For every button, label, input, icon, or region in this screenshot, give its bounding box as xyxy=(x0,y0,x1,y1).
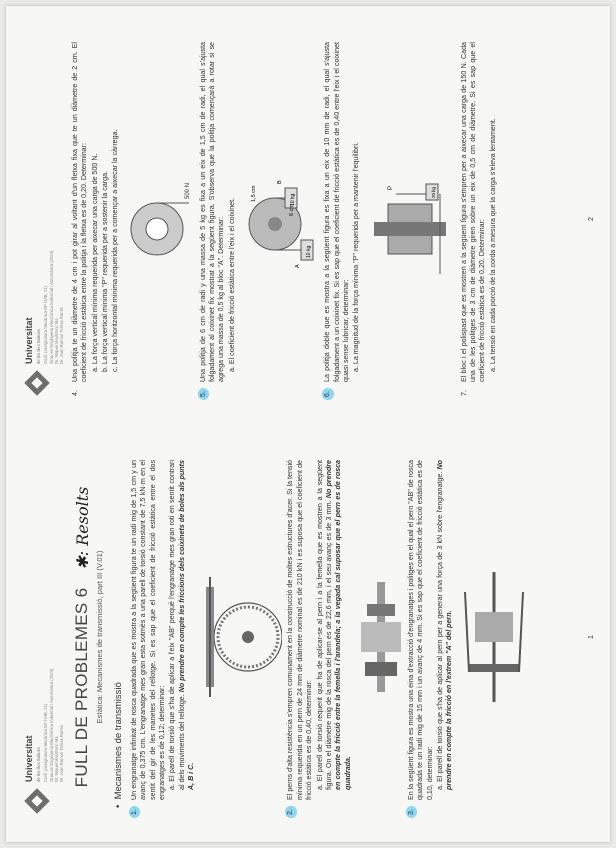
page-number: 1 xyxy=(587,635,595,639)
exercise-number: 5. xyxy=(198,388,209,400)
university-subname: de les Illes Balears xyxy=(35,746,41,782)
svg-text:500 N: 500 N xyxy=(184,182,191,199)
pulley-blocks-figure xyxy=(241,42,319,396)
svg-text:6 cm: 6 cm xyxy=(289,204,296,216)
svg-text:10 kg: 10 kg xyxy=(290,193,297,206)
exercise-6: 6. La politja doble que es mostra a la següent figura es fixa a un eix de 10 mm de radi, el qual s'ajusta folgadament a un coixinet fix. Si es sap que el coeficient de fricció estàtica es de 0,40 entre l'eix i el coixinet quasi sense lubricar, determinar: a. La magnitud de la força mínima "P" requerida per a mantenir l'equilibri. xyxy=(323,42,361,396)
page-1 xyxy=(6,438,610,836)
worm-gear-figure xyxy=(200,460,282,814)
exercise-7: 7. El bloc i el polispast que es mostren a la següent figura s'empren per a aixecar una carga de 150 N. Cada una de les politges de 3 cm de diàmetre giren sobre un eix de 0,5 cm de diàmetre. Si es sap que el coeficient de fricció estàtica es de 0,20. Determinar: a. La tensió en cada porció de la corda a mesura que la carga s'eleva lentament. xyxy=(459,42,497,396)
course-meta: Codi: (assignatura Mecànica EP l'UIB, 21) Grau en Enginyeria Electrònica Industrial i Automàtica (2023) Dr. Miquel Mas/Enric Mà Dr. Joan Ramon Tomas Ramis xyxy=(43,668,65,782)
exercise-number: 4. xyxy=(70,390,79,396)
page-title: FULL DE PROBLEMES 6 xyxy=(71,587,91,788)
page-number: 2 xyxy=(587,217,595,221)
exercise-1: 1. Un engranatge infinitat de rosca quadrada que es mostra a la següent figura te un radi mig de 1,5 cm y un avanç de 0,375 cm. L'engranatge mes gran esta sotmès a una parell de torsió constant de 7,5 kN·m en el sentit del gir de les manetes del rellotge. Si es sap que el coeficient de fricció estàtica entre el dos engranatges es de 0,12; determinar: a. El parell de torsió que s'ha de aplicar a l'eix "AB" perquè l'engranatge mes gran roti en sentit contrari al dels moviments del rellotge. No prendre en compte les friccions dels coixinets de boles als punts A, B i C. xyxy=(130,460,197,814)
exercise-3: 3. En la següent figura es mostra una eina d'extracció d'engranatges i politges en el qual el pern "AB" de rosca quadrada te un radi mig de 15 mm i un avanç de 4 mm. Si es sap que el coeficient de fricció estàtica es de 0,10, determinar: a. El parell de torsió que s'ha de aplicar al pern per a generar una força de 3 kN sobre l'engranatge. No prendre en compte la fricció en l'extrem "A" del pern. xyxy=(407,460,455,814)
university-logo-icon xyxy=(24,370,49,395)
page-2 xyxy=(6,20,610,418)
exercise-2: 2. El perns d'alta resistència s'empren comunament en la construcció de moltes estructures d'acer. Si la tensió mínima requerida en un pern de 24 mm de diàmetre nominal es de 210 kN i es suposa que el coeficient de fricció estàtica es de 0,40, determinar: a. El parell de torsió requerit que ha de aplicar-se al pern i a la femella que es mostren a la següent figura. On el diàmetre mig de la rosca del pern es de 22,6 mm, i el seu avanç es de 3 mm. No prendre en compte la fricció entre la femella i l'arandela; a la vegada cal suposar que el pern es de rosca quadrada. xyxy=(286,460,353,814)
exercise-number: 3. xyxy=(406,806,417,818)
scanned-sheet xyxy=(6,6,610,842)
double-pulley-figure xyxy=(366,42,456,396)
university-name: Universitat xyxy=(24,735,34,782)
bolt-figure xyxy=(357,460,403,814)
exercise-number: 2. xyxy=(285,806,296,818)
landscape-content xyxy=(6,6,610,842)
svg-text:20 kg: 20 kg xyxy=(430,186,436,198)
svg-text:A: A xyxy=(295,264,302,268)
svg-text:10 kg: 10 kg xyxy=(306,245,313,258)
svg-text:P: P xyxy=(387,185,394,190)
page-subtitle: Estàtica: Mecanismes de transmissió, part III (V.01) xyxy=(95,550,105,724)
gear-puller-figure xyxy=(459,460,529,814)
section-heading: • Mecanismes de transmissió xyxy=(113,682,125,808)
handwritten-note: ✱: Resolts xyxy=(72,486,92,570)
svg-text:1,5 cm: 1,5 cm xyxy=(251,185,258,202)
exercise-number: 6. xyxy=(322,388,333,400)
university-header xyxy=(24,460,65,814)
university-header: Universitat de les Illes Balears Codi: (assignatura Mecànica EP l'UIB, 21) Grau en Enginyeria Electrònica Industrial i Automàtica (2023) Dr. Miquel Mas/Enric Mà Dr. Joan Ramon Tomas Ramis xyxy=(24,42,65,396)
exercise-5: 5. Una politja de 6 cm de radi y una massa de 5 kg es fixa a un eix de 1,5 cm de radi, el qual s'ajusta folgadament al coixinet fix mostrat a la següent figura. S'observa que la politja començarà a rotar si se agrega una massa de 0,5 kg al bloc "A". Determinar: a. El coeficient de fricció estàtica entre l'eix i el coixinet. xyxy=(199,42,237,396)
pulley-figure xyxy=(125,42,195,396)
university-logo-icon xyxy=(24,788,49,813)
svg-text:B: B xyxy=(277,180,284,184)
exercise-number: 7. xyxy=(459,390,468,396)
exercise-number: 1. xyxy=(129,806,140,818)
exercise-4: 4. Una politja te un diàmetre de 4 cm i pot girar al voltant d'un fletxa fixa que te un diàmetre de 2 cm. El coeficient de fricció estàtica entre la politja i la fletxa es de 0,20. Determinar: a. La força vertical mínima requerida per aixecar una carga de 500 N. b. La força vertical mínima "P" requerida per a sostenir la carga. c. La força horitzontal mínima requerida per a començar a aixecar la càrrega. xyxy=(70,42,120,396)
